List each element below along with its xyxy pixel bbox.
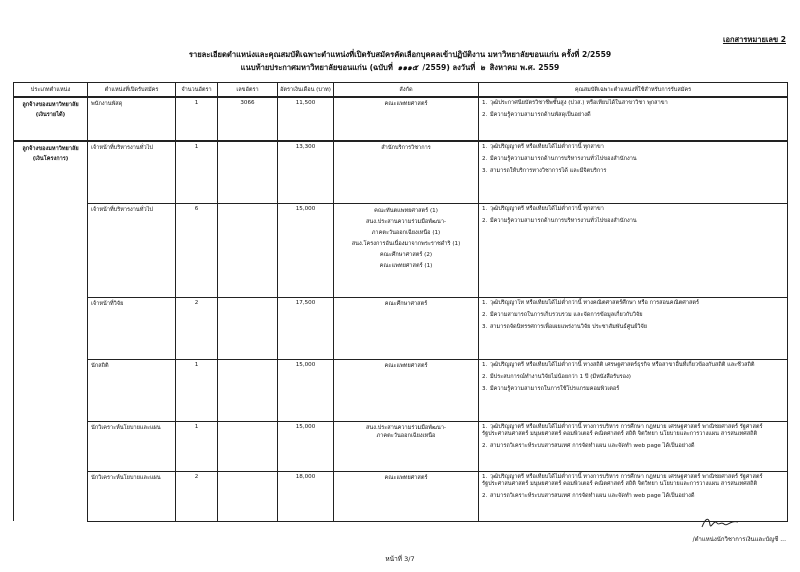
header-position: ตำแหน่งที่เปิดรับสมัคร: [88, 83, 176, 98]
group-name: ลูกจ้างของมหาวิทยาลัย: [22, 146, 79, 152]
positions-table: [13, 82, 788, 522]
header-count: จำนวนอัตรา: [176, 83, 218, 98]
qualification-item: 1. วุฒิปริญญาตรี หรือเทียบได้ไม่ต่ำกว่านี้ ทางการบริหาร การศึกษา กฎหมาย เศรษฐศาสตร์ พาณิชยศาสตร์ รัฐศาสตร์ รัฐประศาสนศาสตร์ มนุษยศาสตร์ คอมพิวเตอร์ คณิตศาสตร์ สถิติ จิตวิทยา นโยบายและการวางแผน สารสนเทศสถิติ: [482, 473, 763, 487]
document-title: รายละเอียดตำแหน่งและคุณสมบัติเฉพาะตำแหน่งที่เปิดรับสมัครคัดเลือกบุคคลเข้าปฏิบัติงาน มหาวิทยาลัยขอนแก่น ครั้งที่ 2/2559: [188, 50, 612, 59]
rate-number-cell: [218, 297, 278, 359]
table-row: [14, 141, 788, 203]
affiliation-line: สำนักบริการวิชาการ: [381, 145, 431, 151]
group-fund: (เงินโครงการ): [32, 156, 69, 162]
subtitle-middle: /2559) ลงวันที่: [422, 63, 476, 72]
count-cell: 1: [176, 97, 218, 141]
salary-cell: 15,000: [278, 421, 334, 471]
table-row: [14, 421, 788, 471]
table-row: [14, 297, 788, 359]
affiliation-cell: [334, 359, 479, 421]
salary-cell: 11,500: [278, 97, 334, 141]
position-cell: นักวิเคราะห์นโยบายและแผน: [88, 471, 176, 521]
subtitle-suffix: สิงหาคม พ.ศ. 2559: [489, 63, 560, 72]
rate-number-cell: [218, 421, 278, 471]
affiliation-line: คณะแพทยศาสตร์ (1): [379, 262, 433, 269]
qualification-item: 3. สามารถให้บริการทางวิชาการได้ และมีจิตบริการ: [482, 168, 607, 175]
qualification-item: 2. มีความรู้ความสามารถด้านพัสดุเป็นอย่างดี: [482, 112, 591, 119]
affiliation-cell: [334, 421, 479, 471]
affiliation-line: ภาคตะวันออกเฉียงเหนือ (1): [371, 229, 441, 236]
qualification-item: 1. วุฒิปริญญาโท หรือเทียบได้ไม่ต่ำกว่านี้ ทางคณิตศาสตร์ศึกษา หรือ การสอนคณิตศาสตร์: [482, 299, 700, 306]
salary-cell: 18,000: [278, 471, 334, 521]
qualifications-cell: [479, 203, 788, 297]
affiliation-line: คณะแพทยศาสตร์: [384, 474, 428, 481]
count-cell: 1: [176, 359, 218, 421]
group-cell: [14, 97, 88, 141]
affiliation-cell: [334, 471, 479, 521]
header-affiliation: สังกัด: [334, 83, 479, 98]
affiliation-cell: [334, 297, 479, 359]
group-fund: (เงินรายได้): [35, 112, 66, 118]
count-cell: 6: [176, 203, 218, 297]
qualification-item: 2. มีความรู้ความสามารถด้านการบริหารงานทั่วไปของสำนักงาน: [482, 217, 637, 224]
position-cell: เจ้าหน้าที่บริหารงานทั่วไป: [88, 141, 176, 203]
affiliation-line: คณะแพทยศาสตร์: [384, 101, 428, 107]
subtitle-prefix: แนบท้ายประกาศมหาวิทยาลัยขอนแก่น (ฉบับที่: [240, 63, 393, 72]
position-cell: นักวิเคราะห์นโยบายและแผน: [88, 421, 176, 471]
qualifications-cell: [479, 297, 788, 359]
qualification-item: 3. สามารถจัดนิทรรศการเพื่อเผยแพร่งานวิจัย ประชาสัมพันธ์ศูนย์วิจัย: [482, 323, 648, 330]
affiliation-line: คณะศึกษาศาสตร์: [384, 300, 428, 307]
position-cell: นักสถิติ: [88, 359, 176, 421]
signature-mark: [700, 515, 740, 531]
affiliation-line: สนง.ประสานความร่วมมือพัฒนา-: [365, 218, 446, 225]
table-row: [14, 203, 788, 297]
page-number: หน้าที่ 3/7: [385, 555, 415, 563]
count-cell: 2: [176, 471, 218, 521]
rate-number-cell: 3066: [218, 97, 278, 141]
salary-cell: 13,300: [278, 141, 334, 203]
header-position-type: ประเภทตำแหน่ง: [14, 83, 88, 98]
affiliation-line: สนง.ประสานความร่วมมือพัฒนา-: [365, 424, 446, 431]
qualifications-cell: [479, 97, 788, 141]
continuation-note: /ตำแหน่งนักวิชาการเงินและบัญชี ...: [692, 536, 786, 543]
header-qualifications: คุณสมบัติเฉพาะตำแหน่งที่ใช้สำหรับการรับสมัคร: [479, 83, 788, 98]
qualification-item: 3. มีความรู้ความสามารถในการใช้โปรแกรมคอมพิวเตอร์: [482, 385, 620, 392]
header-rate-number: เลขอัตรา: [218, 83, 278, 98]
affiliation-line: คณะศึกษาศาสตร์ (2): [379, 251, 433, 258]
rate-number-cell: [218, 359, 278, 421]
affiliation-line: ภาคตะวันออกเฉียงเหนือ: [376, 433, 436, 439]
qualification-item: 1. วุฒิปริญญาตรี หรือเทียบได้ไม่ต่ำกว่านี้ ทุกสาขา: [482, 205, 604, 212]
count-cell: 1: [176, 141, 218, 203]
header-salary: อัตราเงินเดือน (บาท): [278, 83, 334, 98]
affiliation-cell: [334, 203, 479, 297]
group-name: ลูกจ้างของมหาวิทยาลัย: [22, 102, 79, 108]
salary-cell: 17,500: [278, 297, 334, 359]
count-cell: 1: [176, 421, 218, 471]
qualification-item: 1. วุฒิปริญญาตรี หรือเทียบได้ไม่ต่ำกว่านี้ ทางการบริหาร การศึกษา กฎหมาย เศรษฐศาสตร์ พาณิชยศาสตร์ รัฐศาสตร์ รัฐประศาสนศาสตร์ มนุษยศาสตร์ คอมพิวเตอร์ คณิตศาสตร์ สถิติ จิตวิทยา นโยบายและการวางแผน สารสนเทศสถิติ: [482, 423, 763, 437]
document-subtitle: [0, 62, 800, 74]
qualification-item: 1. วุฒิปริญญาตรี หรือเทียบได้ไม่ต่ำกว่านี้ ทุกสาขา: [482, 144, 604, 150]
qualification-item: 1. วุฒิประกาศนียบัตรวิชาชีพชั้นสูง (ปวส.) หรือเทียบได้ในสาขาวิชา พุกสาขา: [482, 100, 668, 106]
count-cell: 2: [176, 297, 218, 359]
qualifications-cell: [479, 141, 788, 203]
position-cell: เจ้าหน้าที่วิจัย: [88, 297, 176, 359]
affiliation-cell: [334, 97, 479, 141]
table-header-row: [14, 83, 788, 98]
table-row: [14, 97, 788, 141]
announcement-number: ๑๑๑๕: [397, 63, 418, 72]
position-cell: พนักงานพัสดุ: [88, 97, 176, 141]
announcement-day: ๒: [479, 63, 485, 72]
affiliation-cell: [334, 141, 479, 203]
affiliation-line: สนง.โครงการอันเนื่องมาจากพระราชดำริ (1): [351, 240, 461, 247]
qualification-item: 1. วุฒิปริญญาตรี หรือเทียบได้ไม่ต่ำกว่านี้ ทางสถิติ เศรษฐศาสตร์ธุรกิจ หรือสาขาอื่นที่เกี่ยวข้องกับสถิติ และชีวสถิติ: [482, 361, 755, 368]
group-cell: [14, 141, 88, 521]
table-row: [14, 359, 788, 421]
qualification-item: 2. มีความสามารถในการเก็บรวบรวม และจัดการข้อมูลเกี่ยวกับวิจัย: [482, 311, 643, 318]
table-row: [14, 471, 788, 521]
qualification-item: 2. สามารถวิเคราะห์ระบบสารสนเทศ การจัดทำแผน และจัดทำ web page ได้เป็นอย่างดี: [482, 492, 695, 499]
qualifications-cell: [479, 359, 788, 421]
position-cell: เจ้าหน้าที่บริหารงานทั่วไป: [88, 203, 176, 297]
qualifications-cell: [479, 421, 788, 471]
salary-cell: 15,000: [278, 203, 334, 297]
attachment-label: เอกสารหมายเลข 2: [722, 35, 786, 44]
affiliation-line: คณะทันตแพทยศาสตร์ (1): [374, 207, 438, 214]
salary-cell: 15,000: [278, 359, 334, 421]
affiliation-line: คณะแพทยศาสตร์: [384, 362, 428, 369]
rate-number-cell: [218, 471, 278, 521]
qualification-item: 2. สามารถวิเคราะห์ระบบสารสนเทศ การจัดทำแผน และจัดทำ web page ได้เป็นอย่างดี: [482, 442, 695, 449]
rate-number-cell: [218, 203, 278, 297]
rate-number-cell: [218, 141, 278, 203]
qualifications-cell: [479, 471, 788, 521]
qualification-item: 2. มีความรู้ความสามารถด้านการบริหารงานทั่วไปของสำนักงาน: [482, 156, 637, 163]
qualification-item: 2. มีประสบการณ์ทำงานวิจัยไม่น้อยกว่า 1 ปี (มีหนังสือรับรอง): [482, 373, 631, 380]
